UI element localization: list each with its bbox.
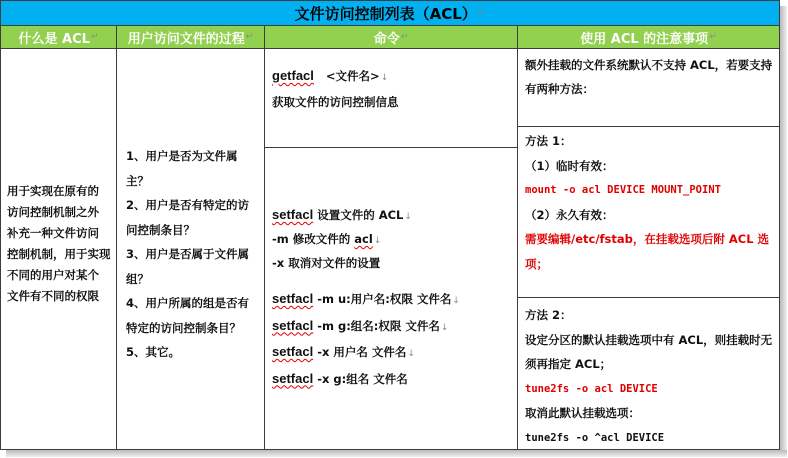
- header-what-is-acl: [1, 26, 116, 48]
- access-process-cell: [126, 144, 262, 365]
- example-args: -m g:组名:权限 文件名: [317, 318, 440, 333]
- table-title-text: 文件访问控制列表（ACL）: [294, 4, 477, 23]
- method1-perm-line: 项；: [525, 256, 548, 271]
- method2-cancel-command: tune2fs -o ^acl DEVICE: [525, 431, 665, 444]
- what-is-acl-cell: [7, 181, 115, 307]
- method2-cancel-label: 取消此默认挂载选项：: [525, 406, 640, 420]
- getfacl-command: getfacl: [272, 68, 314, 83]
- process-step: 主？: [126, 173, 149, 188]
- getfacl-desc: 获取文件的访问控制信息: [272, 95, 399, 109]
- setfacl-command: setfacl: [272, 207, 314, 222]
- notes-intro-cell: [525, 53, 777, 101]
- setfacl-opt-m: [272, 228, 512, 252]
- example-args: -m u:用户名:权限 文件名: [317, 292, 452, 306]
- text-line: 用于实现在原有的: [7, 184, 99, 198]
- header-notes: [518, 26, 779, 48]
- process-step: 5、其它。: [126, 345, 181, 359]
- getfacl-arg: <文件名>: [325, 69, 380, 83]
- process-step: 特定的访问控制条目？: [126, 320, 241, 335]
- method2-cell: [525, 303, 777, 450]
- text-line: 控制机制，用于实现: [7, 247, 111, 261]
- header-process-label: 用户访问文件的过程: [127, 31, 245, 47]
- setfacl-opt-m-text: -m 修改文件的: [272, 232, 351, 246]
- header-command: [265, 26, 517, 48]
- line-break-mark-icon: ↓: [407, 349, 415, 359]
- setfacl-opt-x: -x 取消对文件的设置: [272, 256, 381, 270]
- setfacl-example: [272, 367, 512, 392]
- text-line: 补充一种文件访问: [7, 226, 99, 240]
- method1-cell: [525, 129, 777, 276]
- header-row: [1, 26, 779, 49]
- text-line: 有两种方法：: [525, 82, 594, 96]
- method2-line: 须再指定 ACL；: [525, 357, 612, 371]
- process-step: 1、用户是否为文件属: [126, 149, 238, 163]
- header-notes-label: 使用 ACL 的注意事项: [580, 31, 709, 47]
- line-break-mark-icon: ↓: [452, 296, 460, 306]
- method2-command: tune2fs -o acl DEVICE: [525, 382, 658, 395]
- example-command: setfacl: [272, 344, 314, 359]
- header-command-label: 命令: [373, 31, 400, 47]
- setfacl-examples: [272, 287, 512, 391]
- getfacl-cell: [272, 64, 512, 114]
- text-line: 额外挂载的文件系统默认不支持 ACL，若要支持: [525, 58, 773, 72]
- text-line: 访问控制机制之外: [7, 205, 99, 219]
- process-step: 问控制条目？: [126, 222, 195, 237]
- text-line: 不同的用户对某个: [7, 268, 99, 282]
- process-step: 2、用户是否有特定的访: [126, 198, 250, 212]
- row-divider: [518, 126, 779, 127]
- table-title: [1, 1, 779, 26]
- row-divider: [265, 147, 517, 148]
- line-break-mark-icon: ↓: [373, 236, 382, 246]
- example-args: -x 用户名 文件名: [317, 345, 407, 359]
- line-break-mark-icon: ↓: [440, 322, 449, 333]
- column-divider: [264, 26, 265, 450]
- getfacl-syntax: [272, 64, 512, 90]
- process-step: 3、用户是否属于文件属: [126, 247, 250, 261]
- example-command: setfacl: [272, 291, 314, 306]
- table-shadow-bottom: [6, 450, 787, 457]
- example-args: -x g:组名 文件名: [317, 371, 408, 386]
- example-command: setfacl: [272, 370, 314, 386]
- row-divider: [518, 297, 779, 298]
- column-divider: [116, 26, 117, 450]
- process-step: 4、用户所属的组是否有: [126, 296, 250, 310]
- example-command: setfacl: [272, 317, 314, 333]
- line-break-mark-icon: ↓: [380, 73, 389, 83]
- setfacl-example: [272, 287, 512, 314]
- method1-temp-label: （1）临时有效：: [525, 158, 614, 173]
- table-shadow-right: [780, 6, 787, 456]
- cell-end-mark-icon: ↵: [245, 32, 254, 42]
- setfacl-syntax: [272, 204, 512, 228]
- column-divider: [517, 26, 518, 450]
- cell-end-mark-icon: ↵: [709, 32, 717, 42]
- method2-line: 设定分区的默认挂载选项中有 ACL，则挂载时无: [525, 332, 773, 347]
- method1-temp-command: mount -o acl DEVICE MOUNT_POINT: [525, 184, 721, 196]
- method1-perm-label: （2）永久有效：: [525, 207, 614, 222]
- setfacl-cell: [272, 204, 512, 274]
- header-access-process: [117, 26, 264, 48]
- setfacl-desc: 设置文件的 ACL: [317, 208, 404, 222]
- setfacl-example: [272, 314, 512, 341]
- line-break-mark-icon: ↓: [404, 212, 412, 222]
- cell-end-mark-icon: ↵: [477, 8, 486, 18]
- cell-end-mark-icon: ↵: [90, 32, 99, 42]
- header-what-label: 什么是 ACL: [18, 31, 90, 47]
- setfacl-example: [272, 340, 512, 367]
- text-line: 文件有不同的权限: [7, 289, 99, 303]
- setfacl-opt-m-acl: acl: [354, 232, 373, 246]
- cell-end-mark-icon: ↵: [400, 32, 409, 42]
- method2-heading: 方法 2：: [525, 308, 572, 322]
- process-step: 组？: [126, 271, 149, 286]
- method1-perm-line: 需要编辑/etc/fstab，在挂载选项后附 ACL 选: [525, 232, 770, 246]
- method1-heading: 方法 1：: [525, 134, 572, 148]
